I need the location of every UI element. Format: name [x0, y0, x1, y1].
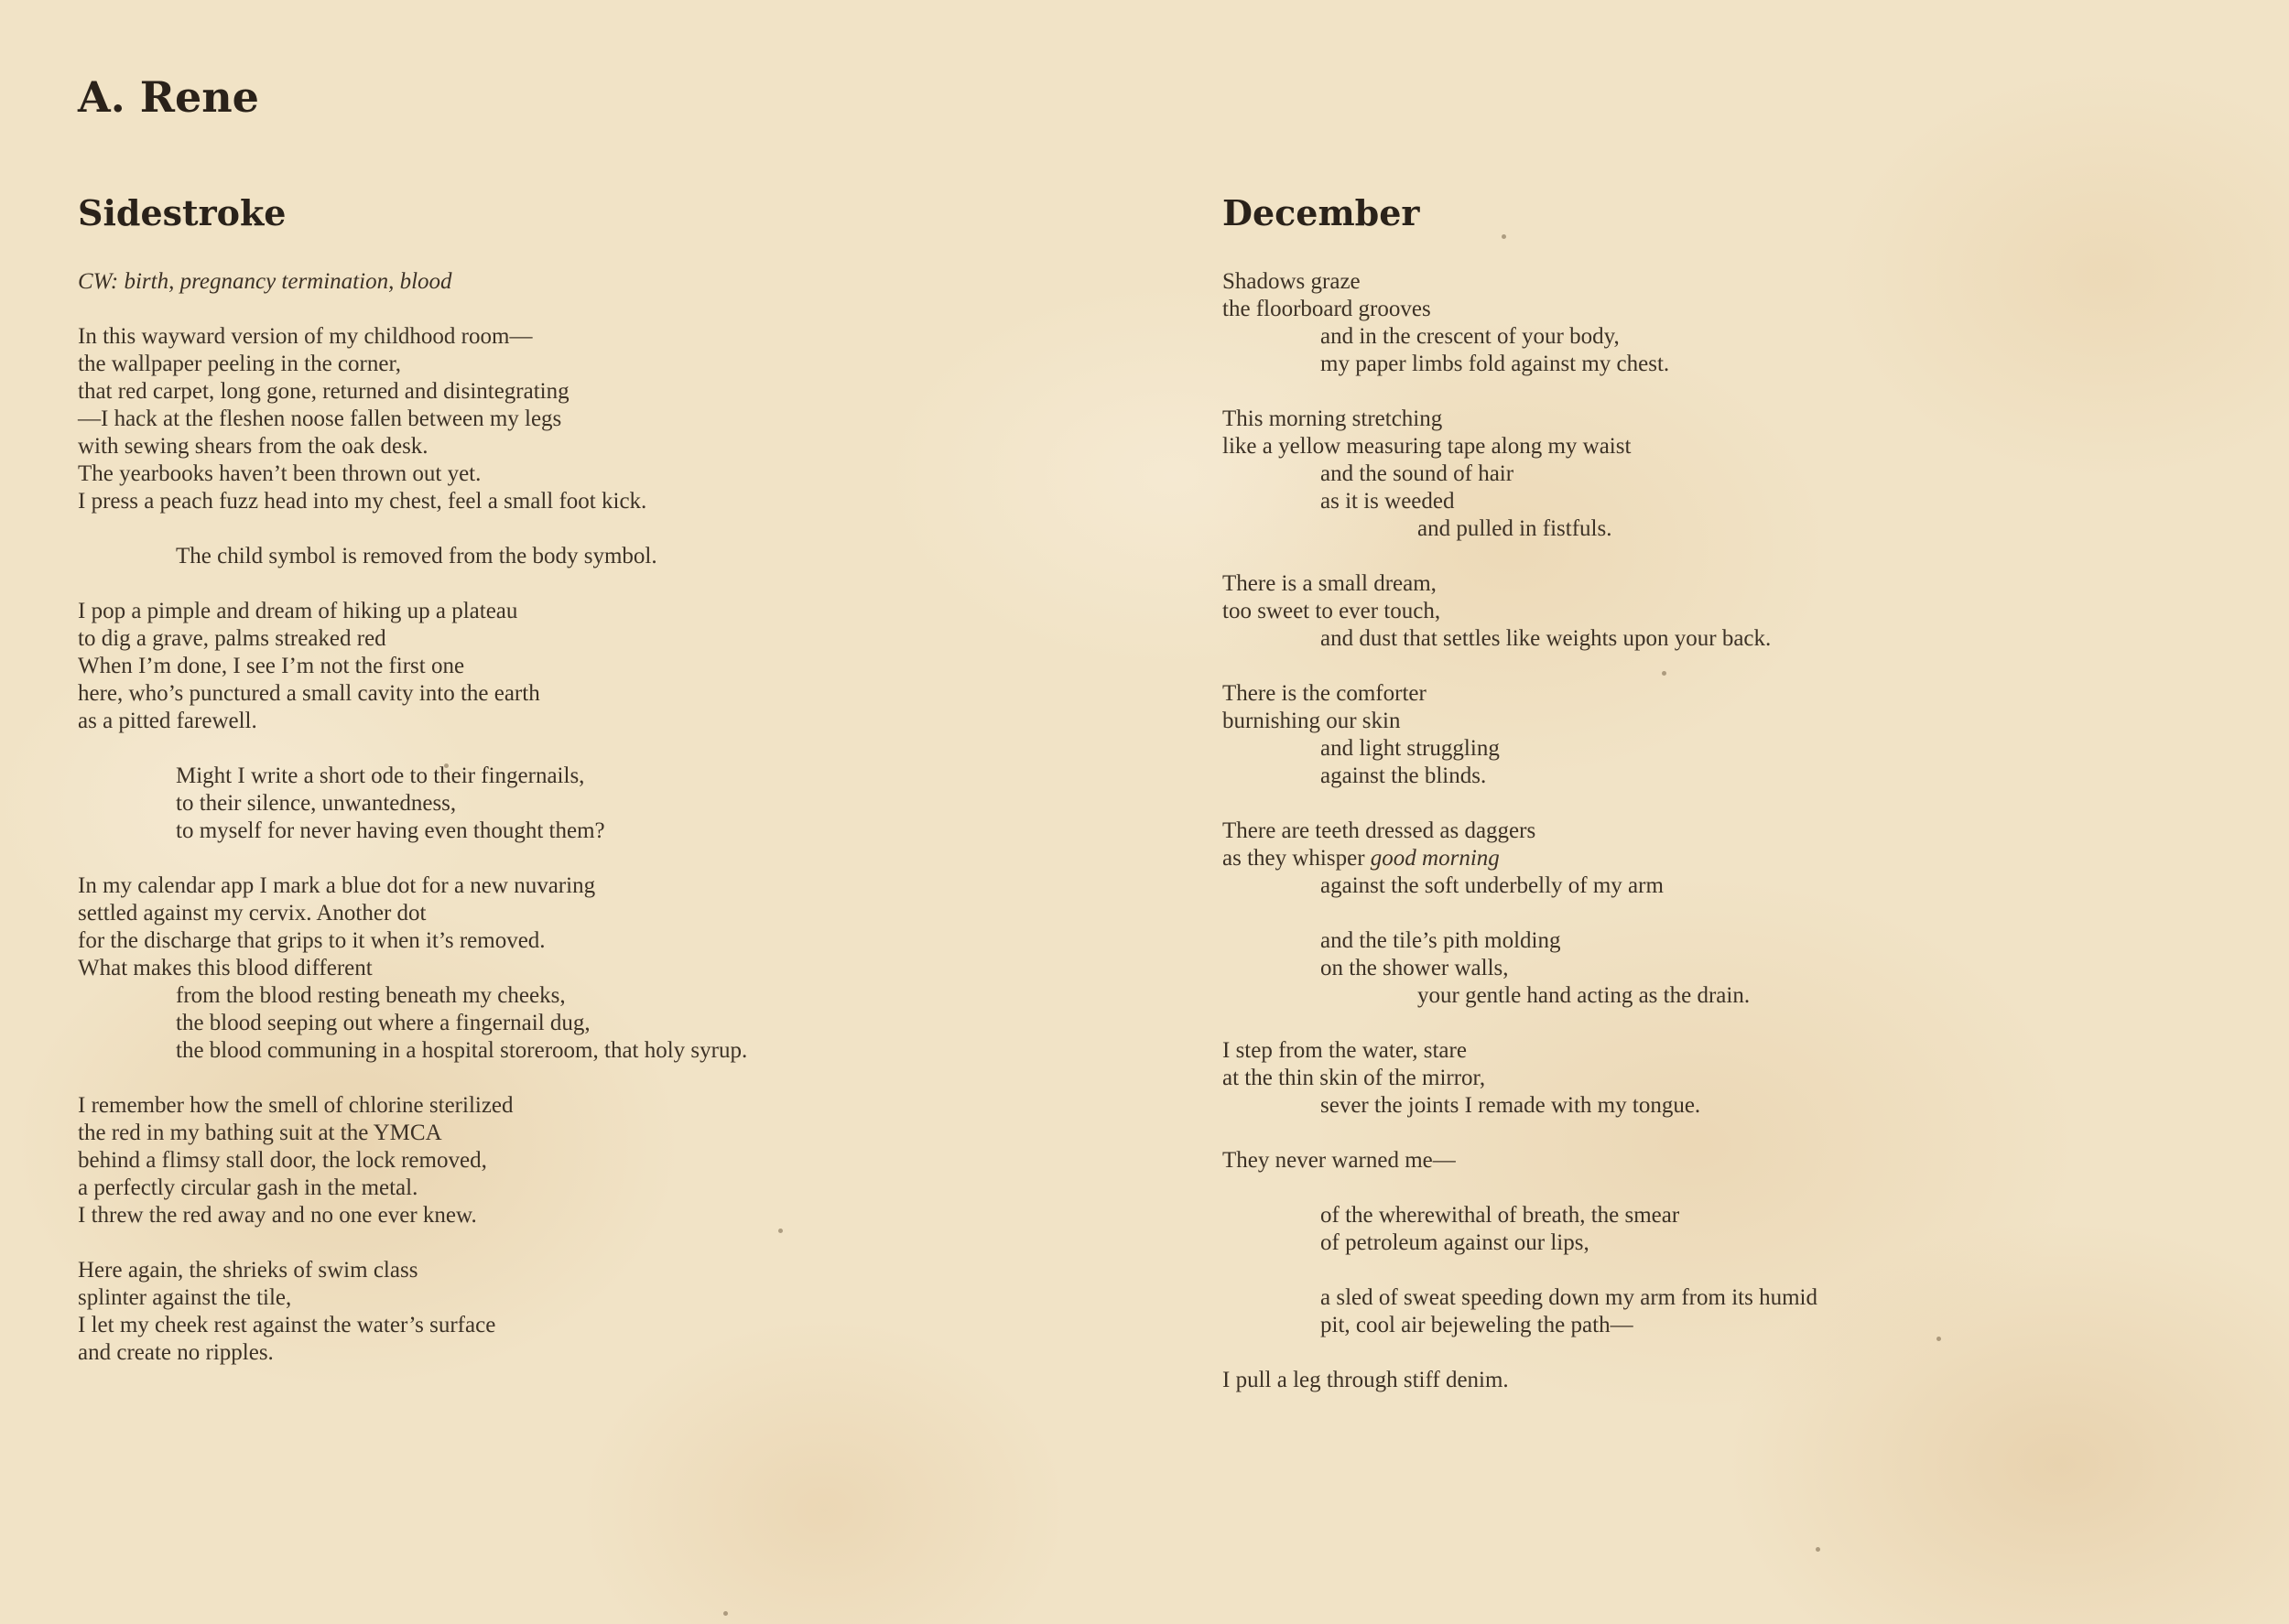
poem-line: They never warned me— [1222, 1148, 1456, 1173]
poem-line: the red in my bathing suit at the YMCA [78, 1121, 442, 1145]
poem-line: I remember how the smell of chlorine sterilized [78, 1093, 514, 1118]
poem-line: on the shower walls, [1320, 956, 1509, 980]
poem-title: December [1222, 192, 1420, 233]
poem-body [78, 268, 1067, 1367]
poem-line: pit, cool air bejeweling the path— [1320, 1313, 1633, 1337]
poem-line: settled against my cervix. Another dot [78, 901, 427, 926]
poem-line: the floorboard grooves [1222, 297, 1431, 321]
poem-line: of petroleum against our lips, [1320, 1230, 1589, 1255]
poem-line: behind a flimsy stall door, the lock removed, [78, 1148, 487, 1173]
poem-line [1222, 845, 2229, 872]
poem-title: Sidestroke [78, 192, 287, 233]
poem-line: the wallpaper peeling in the corner, [78, 352, 402, 376]
poem-line: that red carpet, long gone, returned and disintegrating [78, 379, 570, 404]
poem-body [1222, 268, 2229, 1394]
poem-line: splinter against the tile, [78, 1285, 292, 1310]
poem-line: I let my cheek rest against the water’s surface [78, 1313, 496, 1337]
poem-line: and create no ripples. [78, 1340, 274, 1365]
poem-line: to myself for never having even thought them? [176, 818, 605, 843]
poem-line: and the sound of hair [1320, 461, 1514, 486]
poem-line: to dig a grave, palms streaked red [78, 626, 386, 651]
paper-speck [778, 1229, 783, 1233]
poem-line: like a yellow measuring tape along my waist [1222, 434, 1632, 459]
poem-line: I step from the water, stare [1222, 1038, 1467, 1063]
stanza-break [78, 515, 1067, 543]
poem-line: the blood seeping out where a fingernail dug, [176, 1011, 591, 1035]
poem-line: of the wherewithal of breath, the smear [1320, 1203, 1680, 1228]
poem-line: as a pitted farewell. [78, 709, 257, 733]
stanza-break [78, 570, 1067, 598]
stanza-break [78, 1229, 1067, 1257]
poem-line: In this wayward version of my childhood room— [78, 324, 533, 349]
poem-line: and pulled in fistfuls. [1417, 516, 1612, 541]
poem-line: a perfectly circular gash in the metal. [78, 1175, 418, 1200]
poem-line: I press a peach fuzz head into my chest, feel a small foot kick. [78, 489, 647, 514]
poem-line: and the tile’s pith molding [1320, 928, 1561, 953]
poem-line: your gentle hand acting as the drain. [1417, 983, 1751, 1008]
poem-december [1222, 188, 2229, 1394]
poem-line: at the thin skin of the mirror, [1222, 1066, 1486, 1090]
poem-line: and in the crescent of your body, [1320, 324, 1620, 349]
poem-line-emphasis: good morning [1370, 846, 1500, 871]
stanza-break [1222, 790, 2229, 817]
poem-line-text: as they whisper [1222, 846, 1371, 871]
stanza-break [1222, 900, 2229, 927]
poem-line: I pop a pimple and dream of hiking up a plateau [78, 599, 518, 623]
poem-line: from the blood resting beneath my cheeks, [176, 983, 566, 1008]
stanza-break [1222, 378, 2229, 406]
stanza-break [1222, 653, 2229, 680]
poem-line: I pull a leg through stiff denim. [1222, 1368, 1509, 1392]
poem-line: There are teeth dressed as daggers [1222, 818, 1536, 843]
stanza-break [78, 845, 1067, 872]
poem-line: What makes this blood different [78, 956, 373, 980]
paper-speck [1502, 234, 1506, 239]
paper-speck [1662, 671, 1666, 676]
stanza-break [78, 296, 1067, 323]
paper-speck [444, 763, 449, 768]
poem-line: here, who’s punctured a small cavity into the earth [78, 681, 540, 706]
poem-line: with sewing shears from the oak desk. [78, 434, 429, 459]
poem-line: sever the joints I remade with my tongue. [1320, 1093, 1701, 1118]
stanza-break [1222, 543, 2229, 570]
poem-line: The child symbol is removed from the body symbol. [176, 544, 657, 568]
poem-line: and light struggling [1320, 736, 1500, 761]
poem-line: When I’m done, I see I’m not the first one [78, 654, 465, 678]
stanza-break [1222, 1175, 2229, 1202]
poem-line: The yearbooks haven’t been thrown out yet. [78, 461, 482, 486]
poem-line: —I hack at the fleshen noose fallen between my legs [78, 406, 562, 431]
stanza-break [1222, 1120, 2229, 1147]
poem-line: a sled of sweat speeding down my arm from its humid [1320, 1285, 1817, 1310]
stanza-break [1222, 1339, 2229, 1367]
poem-line: There is the comforter [1222, 681, 1427, 706]
poem-line: Might I write a short ode to their fingernails, [176, 763, 585, 788]
poem-line: too sweet to ever touch, [1222, 599, 1441, 623]
poem-line: as it is weeded [1320, 489, 1455, 514]
poem-line: for the discharge that grips to it when it’s removed. [78, 928, 546, 953]
poem-line: There is a small dream, [1222, 571, 1437, 596]
poem-line: Here again, the shrieks of swim class [78, 1258, 418, 1283]
poem-line: Shadows graze [1222, 269, 1361, 294]
stanza-break [78, 1065, 1067, 1092]
poem-line: This morning stretching [1222, 406, 1443, 431]
poem-line: burnishing our skin [1222, 709, 1401, 733]
stanza-break [1222, 1257, 2229, 1284]
poem-sidestroke [78, 188, 1067, 1367]
poem-line: my paper limbs fold against my chest. [1320, 352, 1670, 376]
author-name: A. Rene [78, 72, 259, 122]
poem-line: and dust that settles like weights upon your back. [1320, 626, 1772, 651]
poem-line: the blood communing in a hospital storeroom, that holy syrup. [176, 1038, 748, 1063]
poem-line: to their silence, unwantedness, [176, 791, 457, 816]
paper-speck [1936, 1337, 1941, 1341]
stanza-break [78, 735, 1067, 763]
poem-line: against the soft underbelly of my arm [1320, 873, 1664, 898]
paper-speck [1816, 1547, 1820, 1552]
poem-line: against the blinds. [1320, 763, 1487, 788]
content-warning: CW: birth, pregnancy termination, blood [78, 269, 452, 294]
stanza-break [1222, 1010, 2229, 1037]
poem-line: In my calendar app I mark a blue dot for a new nuvaring [78, 873, 596, 898]
paper-speck [723, 1611, 728, 1616]
poem-line: I threw the red away and no one ever knew. [78, 1203, 477, 1228]
